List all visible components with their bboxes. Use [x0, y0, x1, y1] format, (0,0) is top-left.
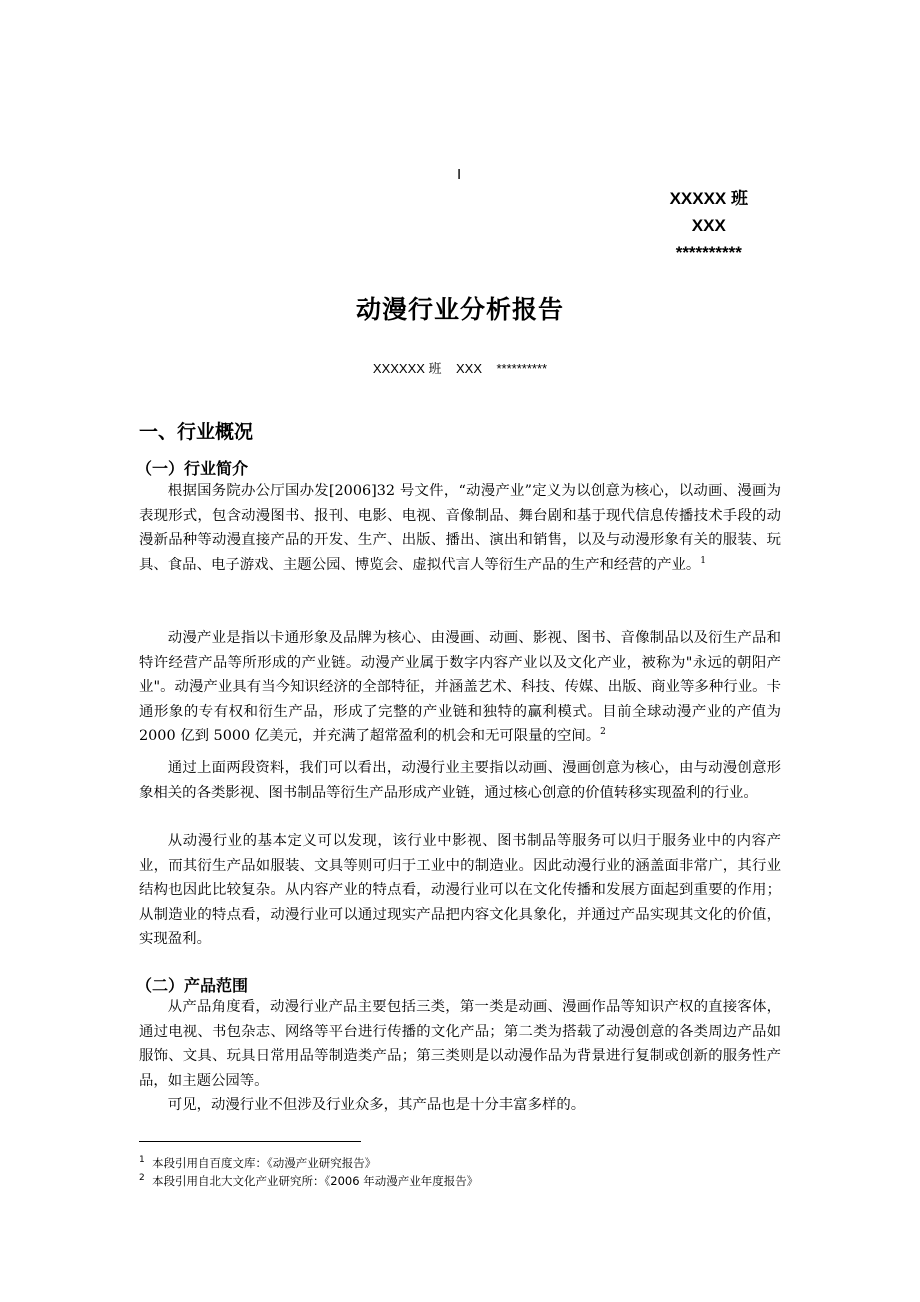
- author-info-block: [670, 185, 748, 266]
- footnote-ref-2[interactable]: 2: [600, 727, 606, 738]
- name-line: XXX: [691, 216, 726, 235]
- footnote-text: 本段引用自北大文化产业研究所：《2006 年动漫产业年度报告》: [152, 1174, 479, 1188]
- document-title: 动漫行业分析报告: [355, 295, 564, 324]
- paragraph-intro-4: 从动漫行业的基本定义可以发现，该行业中影视、图书制品等服务可以归于服务业中的内容产业，而其衍生产品如服装、文具等则可归于工业中的制造业。因此动漫行业的涵盖面非常广，其行业结构也因此比较复杂。从内容产业的特点看，动漫行业可以在文化传播和发展方面起到重要的作用；从制造业的特点看，动漫行业可以通过现实产品把内容文化具象化，并通过产品实现其文化的价值，实现盈利。: [139, 833, 781, 947]
- byline: XXXXXX 班 XXX **********: [372, 361, 548, 376]
- subsection-heading-intro: （一）行业简介: [136, 459, 249, 478]
- paragraph-text: 根据国务院办公厅国办发[2006]32 号文件，“动漫产业”定义为以创意为核心，以动画、漫画为表现形式，包含动漫图书、报刊、电影、电视、音像制品、舞台剧和基于现代信息传播技术手段的动漫新品种等动漫直接产品的开发、生产、出版、播出、演出和销售，以及与动漫形象有关的服装、玩具、食品、电子游戏、主题公园、博览会、虚拟代言人等衍生产品的生产和经营的产业。: [139, 483, 781, 573]
- class-line: XXXXX 班: [669, 189, 748, 208]
- footnote-1: [139, 1155, 376, 1171]
- footnote-mark: 2: [139, 1173, 145, 1184]
- paragraph-text: 动漫产业是指以卡通形象及品牌为核心、由漫画、动画、影视、图书、音像制品以及衍生产品和特许经营产品等所形成的产业链。动漫产业属于数字内容产业以及文化产业，被称为"永远的朝阳产业"。动漫产业具有当今知识经济的全部特征，并涵盖艺术、科技、传媒、出版、商业等多种行业。卡通形象的专有权和衍生产品，形成了完整的产业链和独特的赢利模式。目前全球动漫产业的产值为 2000 亿到 5000 亿美元，并充满了超常盈利的机会和无可限量的空间。: [139, 630, 781, 744]
- paragraph-intro-3: 通过上面两段资料，我们可以看出，动漫行业主要指以动画、漫画创意为核心，由与动漫创意形象相关的各类影视、图书制品等衍生产品形成产业链，通过核心创意的价值转移实现盈利的行业。: [139, 760, 781, 801]
- paragraph-intro-2: [139, 626, 781, 749]
- footnote-separator: [139, 1141, 361, 1142]
- footnote-ref-1[interactable]: 1: [700, 555, 706, 566]
- id-line: **********: [675, 243, 742, 262]
- text-cursor-mark: I: [457, 166, 462, 183]
- footnote-2: [139, 1173, 478, 1189]
- paragraph-intro-1: [139, 479, 781, 577]
- footnote-text: 本段引用自百度文库：《动漫产业研究报告》: [152, 1156, 377, 1170]
- section-heading-overview: 一、行业概况: [139, 421, 254, 443]
- paragraph-products-1: 从产品角度看，动漫行业产品主要包括三类，第一类是动画、漫画作品等知识产权的直接客体，通过电视、书包杂志、网络等平台进行传播的文化产品；第二类为搭载了动漫创意的各类周边产品如服饰、文具、玩具日常用品等制造类产品；第三类则是以动漫作品为背景进行复制或创新的服务性产品，如主题公园等。: [139, 999, 781, 1089]
- paragraph-products-2: 可见，动漫行业不但涉及行业众多，其产品也是十分丰富多样的。: [167, 1097, 586, 1113]
- subsection-heading-products: （二）产品范围: [136, 976, 249, 995]
- footnote-mark: 1: [139, 1155, 145, 1166]
